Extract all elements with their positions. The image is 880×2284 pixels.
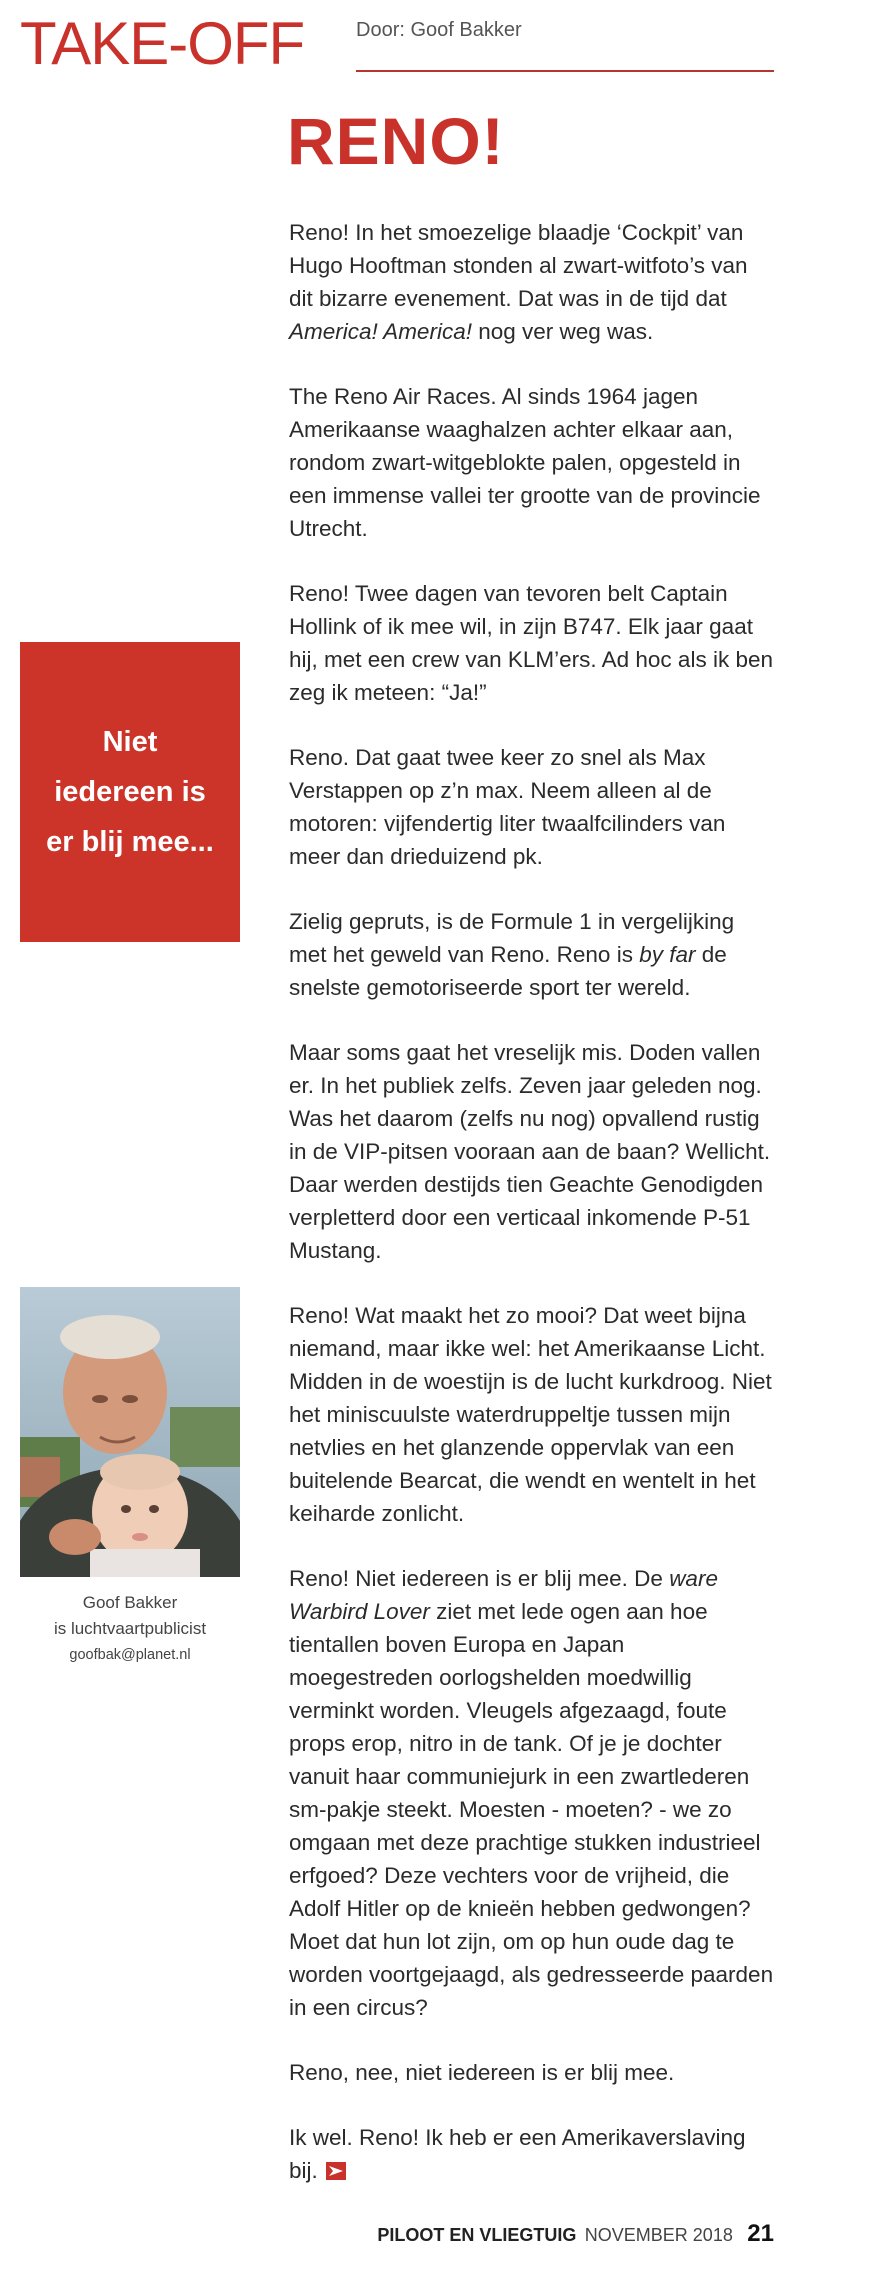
- text-run: Maar soms gaat het vreselijk mis. Doden vallen er. In het publiek zelfs. Zeven jaar geleden nog. Was het daarom (zelfs nu nog) opvallend rustig in de VIP-pitsen vooraan aan de baan? Wellicht. Daar werden destijds tien Geachte Genodigden verpletterd door een verticaal inkomende P-51 Mustang.: [289, 1040, 771, 1263]
- article-paragraph: [289, 905, 774, 1004]
- byline-divider: [356, 70, 774, 72]
- text-run: Ik wel. Reno! Ik heb er een Amerikaverslaving bij.: [289, 2125, 746, 2183]
- text-run: Reno. Dat gaat twee keer zo snel als Max Verstappen op z’n max. Neem alleen al de motoren: vijfendertig liter twaalfcilinders van meer dan drieduizend pk.: [289, 745, 726, 869]
- text-run: The Reno Air Races. Al sinds 1964 jagen Amerikaanse waaghalzen achter elkaar aan, rondom zwart-witgeblokte palen, opgesteld in een immense vallei ter grootte van de provincie Utrecht.: [289, 384, 761, 541]
- page-number: 21: [747, 2220, 774, 2247]
- pull-quote: [20, 642, 240, 942]
- article-paragraph: [289, 2121, 774, 2187]
- italic-phrase: ware Warbird Lover: [289, 1566, 718, 1624]
- author-caption: [20, 1590, 240, 1668]
- author-name: Goof Bakker: [82, 1593, 178, 1612]
- article-paragraph: [289, 1299, 774, 1530]
- italic-phrase: America! America!: [289, 319, 472, 344]
- text-run: Reno! Twee dagen van tevoren belt Captain Hollink of ik mee wil, in zijn B747. Elk jaar gaat hij, met een crew van KLM’ers. Ad hoc als ik ben zeg ik meteen: “Ja!”: [289, 581, 773, 705]
- paper-plane-icon: [326, 2162, 346, 2180]
- article-paragraph: [289, 2056, 774, 2089]
- article-paragraph: [289, 1036, 774, 1267]
- article-paragraph: [289, 216, 774, 348]
- page-footer: [377, 2222, 774, 2246]
- text-run: Reno! Wat maakt het zo mooi? Dat weet bijna niemand, maar ikke wel: het Amerikaanse Licht. Midden in de woestijn is de lucht kurkdroog. Niet het miniscuulste waterdruppeltje tussen mijn netvlies en het glanzende oppervlak van een buitelende Bearcat, die wendt en wentelt in het keiharde zonlicht.: [289, 1303, 772, 1526]
- article-paragraph: [289, 1562, 774, 2024]
- author-role: is luchtvaartpublicist: [53, 1619, 207, 1638]
- pull-quote-text: [30, 717, 230, 867]
- footer-date: NOVEMBER 2018: [584, 2225, 733, 2245]
- section-title: TAKE-OFF: [20, 10, 305, 77]
- text-run: ziet met lede ogen aan hoe tientallen boven Europa en Japan moegestreden oorlogshelden moedwillig verminkt worden. Vleugels afgezaagd, foute props erop, nitro in de tank. Of je je dochter vanuit haar communiejurk in een zwartlederen sm-pakje steekt. Moesten - moeten? - we zo omgaan met deze prachtige stukken industrieel erfgoed? Deze vechters voor de vrijheid, die Adolf Hitler op de knieën hebben gedwongen? Moet dat hun lot zijn, om op hun oude dag te worden voortgejaagd, als gedresseerde paarden in een circus?: [289, 1599, 774, 2020]
- text-run: nog ver weg was.: [471, 319, 654, 344]
- text-run: Reno, nee, niet iedereen is er blij mee.: [289, 2060, 675, 2085]
- byline: Door: Goof Bakker: [356, 19, 522, 41]
- pull-quote-line: iedereen is: [54, 776, 206, 808]
- author-photo: [20, 1287, 240, 1577]
- article-paragraph: [289, 380, 774, 545]
- author-email: goofbak@planet.nl: [69, 1647, 191, 1663]
- text-run: de snelste gemotoriseerde sport ter wereld.: [289, 942, 727, 1000]
- italic-phrase: by far: [639, 942, 696, 967]
- pull-quote-line: Niet: [102, 726, 158, 758]
- text-run: Reno! Niet iedereen is er blij mee. De: [289, 1566, 670, 1591]
- text-run: Zielig gepruts, is de Formule 1 in vergelijking met het geweld van Reno. Reno is: [289, 909, 735, 967]
- footer-magazine: PILOOT EN VLIEGTUIG: [377, 2225, 577, 2245]
- article-body: [289, 216, 774, 2219]
- article-headline: RENO!: [287, 104, 505, 178]
- article-paragraph: [289, 577, 774, 709]
- article-paragraph: [289, 741, 774, 873]
- pull-quote-line: er blij mee...: [46, 826, 214, 858]
- text-run: Reno! In het smoezelige blaadje ‘Cockpit’ van Hugo Hooftman stonden al zwart-witfoto’s van dit bizarre evenement. Dat was in de tijd dat: [289, 220, 748, 311]
